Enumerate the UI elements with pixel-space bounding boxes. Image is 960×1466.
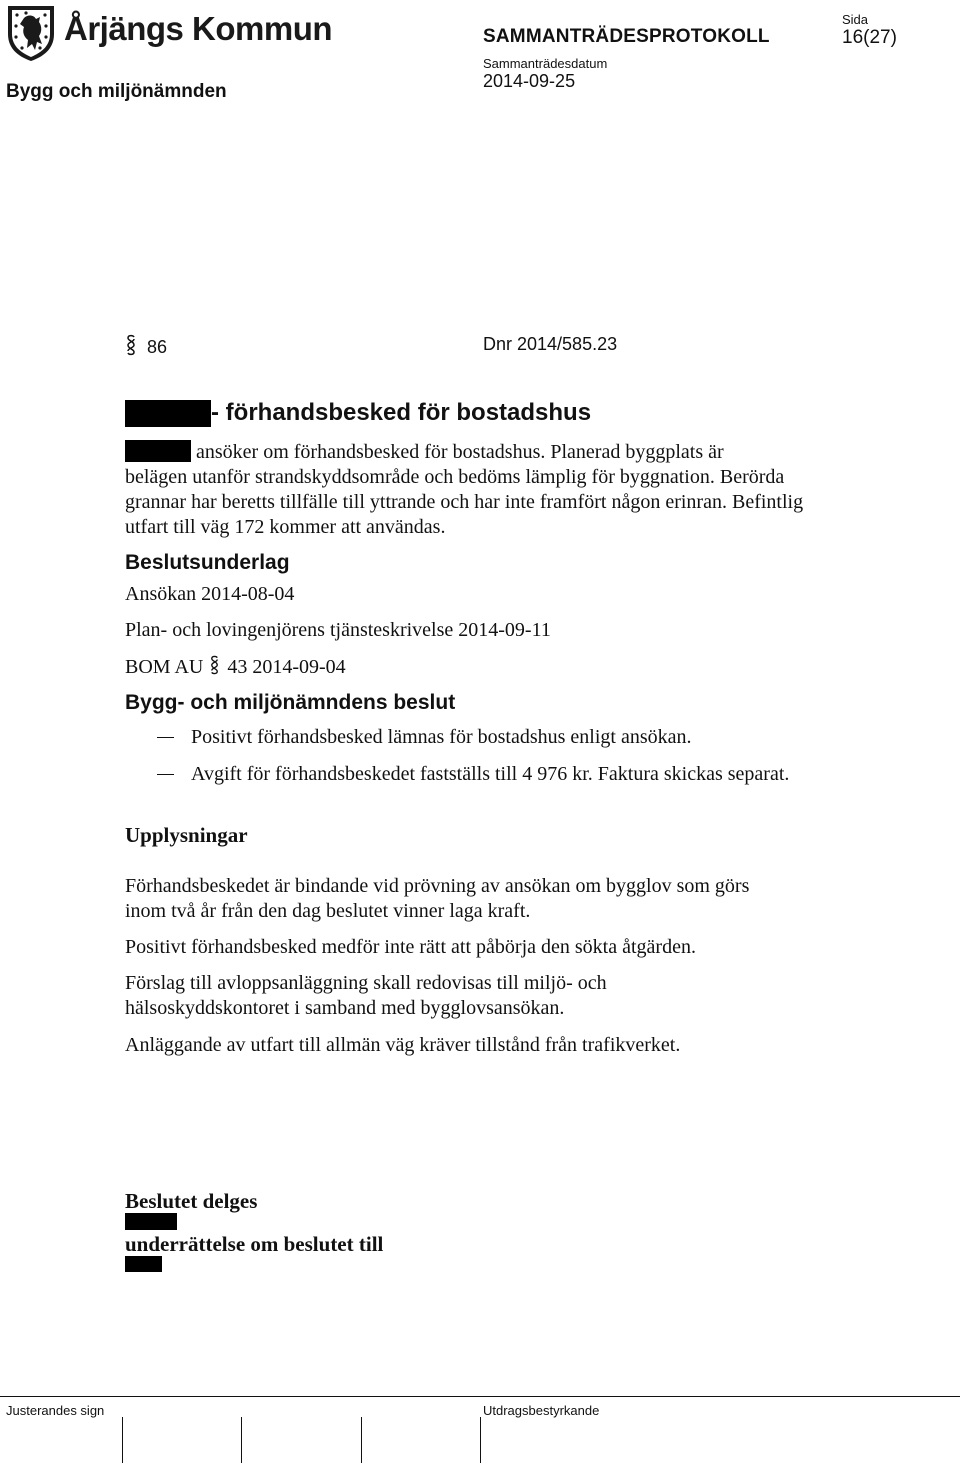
signature-box-divider [122, 1417, 123, 1463]
information-paragraph: Anläggande av utfart till allmän väg kräver tillstånd från trafikverket. [125, 1034, 681, 1056]
upplysningar-heading: Upplysningar [125, 823, 248, 847]
case-description-first-line: ansöker om förhandsbesked för bostadshus. Planerad byggplats är [125, 440, 825, 465]
municipality-logo [6, 4, 346, 62]
document-title: SAMMANTRÄDESPROTOKOLL [483, 26, 770, 47]
beslut-heading: Bygg- och miljönämndens beslut [125, 691, 456, 714]
decision-item: Avgift för förhandsbeskedet fastställs till 4 976 kr. Faktura skickas separat. [157, 762, 797, 787]
dash-bullet-icon [157, 774, 174, 775]
underlag-item: BOM AU 43 2014-09-04 [125, 656, 346, 678]
beslutsunderlag-heading: Beslutsunderlag [125, 551, 290, 574]
meeting-date-value: 2014-09-25 [483, 71, 576, 91]
underlag-item: Plan- och lovingenjörens tjänsteskrivelse 2014-09-11 [125, 619, 551, 641]
redaction-block [125, 1256, 162, 1272]
underlag-item: Ansökan 2014-08-04 [125, 583, 295, 605]
justerandes-sign-label: Justerandes sign [6, 1403, 105, 1418]
paragraph-line [125, 334, 167, 361]
dash-bullet-icon [157, 737, 174, 738]
case-title [125, 399, 591, 427]
coat-of-arms-icon [6, 4, 56, 62]
section-sign-icon [125, 334, 137, 361]
redaction-block [125, 1213, 177, 1230]
meeting-date-label: Sammanträdesdatum [483, 56, 608, 71]
case-title-text: - förhandsbesked för bostadshus [211, 399, 592, 426]
page-label: Sida [842, 12, 869, 27]
information-paragraph: Förhandsbeskedet är bindande vid prövning av ansökan om bygglov som görs inom två år från den dag beslutet vinner laga kraft. [125, 875, 750, 922]
redaction-block [125, 400, 211, 427]
utdragsbestyrkande-label: Utdragsbestyrkande [483, 1403, 600, 1418]
information-paragraph: Förslag till avloppsanläggning skall redovisas till miljö- och hälsoskyddskontoret i samband med bygglovsansökan. [125, 972, 607, 1019]
signature-box-divider [241, 1417, 242, 1463]
case-number: Dnr 2014/585.23 [483, 334, 618, 354]
case-description [125, 440, 825, 540]
paragraph-number: 86 [147, 337, 168, 357]
municipality-name: Årjängs Kommun [64, 10, 333, 47]
case-description-rest: belägen utanför strandskyddsområde och bedöms lämplig för byggnation. Berörda grannar har beretts tillfälle till yttrande och har inte framfört någon erinran. Befintlig utfart till väg 172 kommer att användas. [125, 466, 804, 538]
delges-heading: Beslutet delges [125, 1189, 258, 1213]
underrattelse-heading: underrättelse om beslutet till [125, 1232, 384, 1256]
decision-item: Positivt förhandsbesked lämnas för bostadshus enligt ansökan. [157, 725, 837, 750]
redaction-block [125, 440, 191, 462]
information-paragraph: Positivt förhandsbesked medför inte rätt att påbörja den sökta åtgärden. [125, 936, 696, 958]
section-sign-icon [209, 655, 220, 675]
signature-box-divider [361, 1417, 362, 1463]
page-number: 16(27) [842, 27, 897, 48]
department-name: Bygg och miljönämnden [6, 81, 227, 102]
footer-divider [0, 1396, 960, 1397]
signature-box-divider [480, 1417, 481, 1463]
